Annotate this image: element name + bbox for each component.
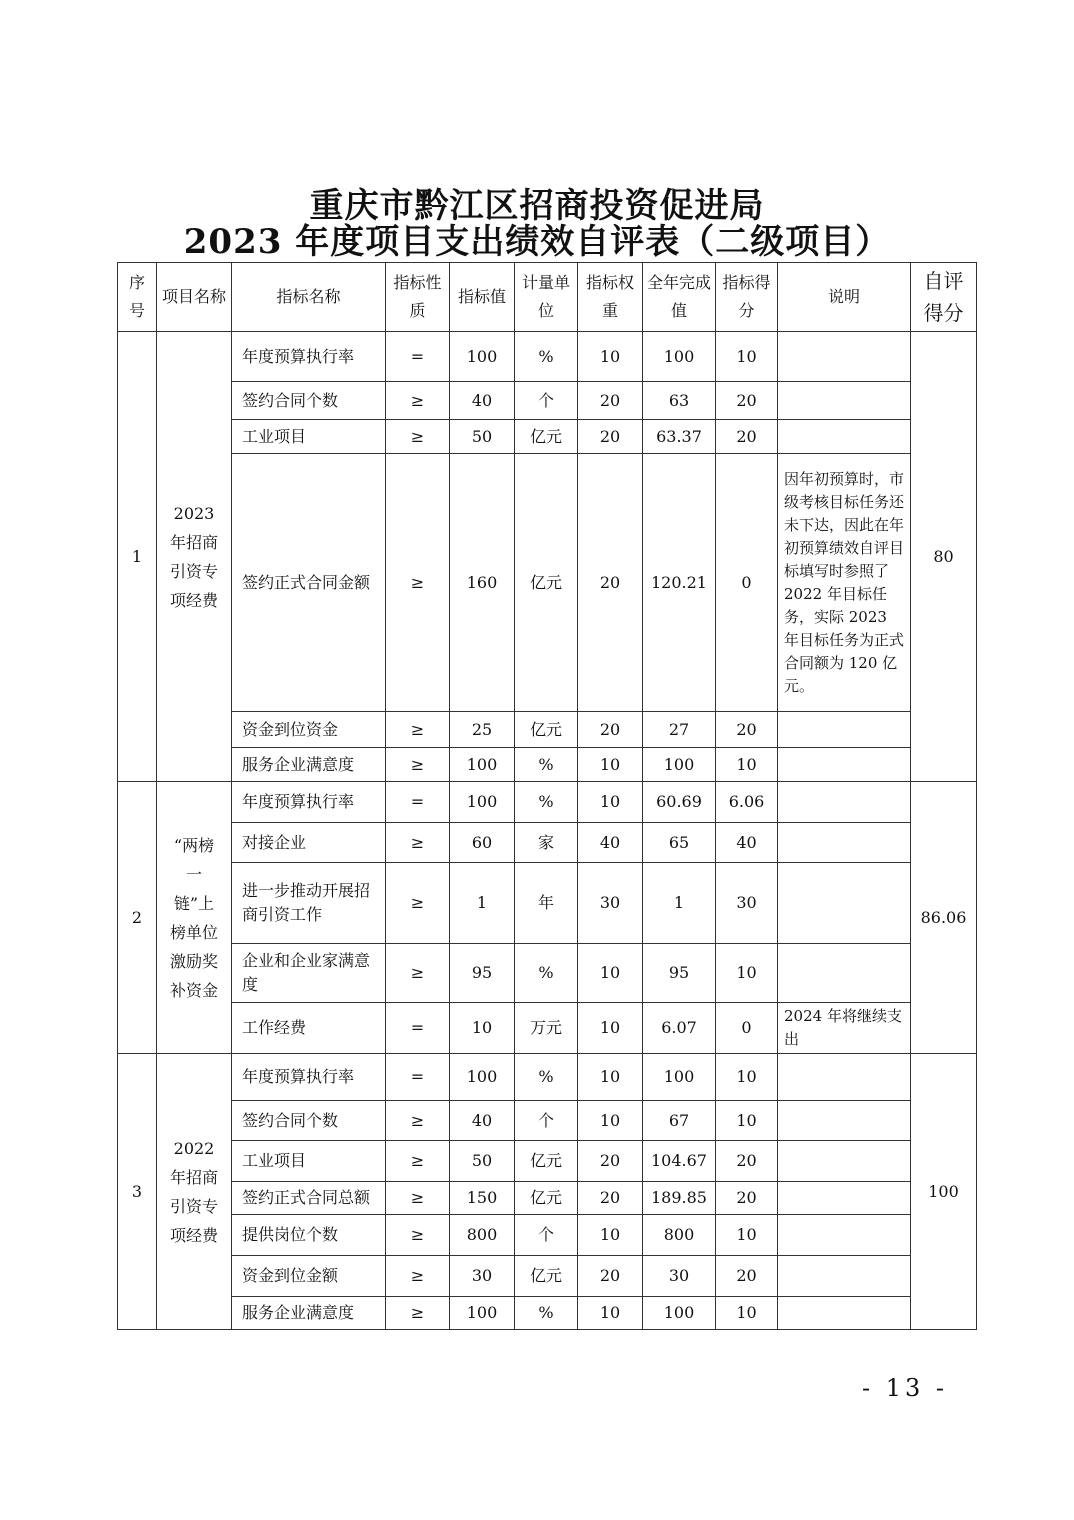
cell-nature: ≥ <box>386 1182 450 1215</box>
table-row <box>118 454 977 712</box>
cell-actual: 27 <box>643 712 716 748</box>
table-row <box>118 1101 977 1141</box>
cell-unit: 亿元 <box>515 1182 578 1215</box>
cell-unit: 年 <box>515 863 578 944</box>
cell-actual: 1 <box>643 863 716 944</box>
cell-unit: 个 <box>515 382 578 420</box>
table-row <box>118 1215 977 1256</box>
cell-actual: 30 <box>643 1256 716 1297</box>
group-project-name: 2022 年招商引资专项经费 <box>157 1054 232 1330</box>
cell-unit: 亿元 <box>515 1256 578 1297</box>
cell-unit: 亿元 <box>515 712 578 748</box>
cell-score: 40 <box>716 823 778 863</box>
table-row <box>118 712 977 748</box>
cell-actual: 100 <box>643 1297 716 1330</box>
cell-weight: 10 <box>578 1297 643 1330</box>
cell-note <box>778 863 911 944</box>
cell-unit: % <box>515 1054 578 1101</box>
cell-name: 年度预算执行率 <box>232 332 386 382</box>
group-seq: 3 <box>118 1054 157 1330</box>
cell-name: 提供岗位个数 <box>232 1215 386 1256</box>
cell-actual: 100 <box>643 332 716 382</box>
cell-value: 160 <box>450 454 515 712</box>
cell-value: 800 <box>450 1215 515 1256</box>
cell-unit: % <box>515 944 578 1003</box>
group-self-score: 86.06 <box>911 782 977 1054</box>
cell-value: 95 <box>450 944 515 1003</box>
cell-name: 签约正式合同总额 <box>232 1182 386 1215</box>
cell-value: 100 <box>450 748 515 782</box>
table-row <box>118 382 977 420</box>
cell-name: 年度预算执行率 <box>232 782 386 823</box>
cell-name: 服务企业满意度 <box>232 748 386 782</box>
table-row <box>118 782 977 823</box>
cell-unit: % <box>515 782 578 823</box>
cell-note: 因年初预算时，市级考核目标任务还未下达，因此在年初预算绩效自评目标填写时参照了 2022 年目标任务，实际 2023 年目标任务为正式合同额为 120 亿元。 <box>778 454 911 712</box>
cell-actual: 63.37 <box>643 420 716 454</box>
cell-nature: ≥ <box>386 1141 450 1182</box>
cell-nature: ≥ <box>386 382 450 420</box>
cell-actual: 63 <box>643 382 716 420</box>
cell-unit: % <box>515 1297 578 1330</box>
cell-nature: ≥ <box>386 823 450 863</box>
cell-weight: 10 <box>578 1101 643 1141</box>
cell-value: 40 <box>450 382 515 420</box>
cell-value: 100 <box>450 332 515 382</box>
cell-unit: 家 <box>515 823 578 863</box>
cell-actual: 67 <box>643 1101 716 1141</box>
cell-score: 10 <box>716 1297 778 1330</box>
table-row <box>118 1297 977 1330</box>
cell-score: 6.06 <box>716 782 778 823</box>
cell-score: 10 <box>716 1215 778 1256</box>
cell-value: 100 <box>450 1054 515 1101</box>
cell-value: 40 <box>450 1101 515 1141</box>
cell-name: 年度预算执行率 <box>232 1054 386 1101</box>
cell-value: 50 <box>450 1141 515 1182</box>
header-seq: 序号 <box>118 263 157 332</box>
cell-note <box>778 823 911 863</box>
cell-weight: 10 <box>578 1054 643 1101</box>
group-seq: 2 <box>118 782 157 1054</box>
cell-note <box>778 1297 911 1330</box>
cell-actual: 100 <box>643 748 716 782</box>
header-nature: 指标性质 <box>386 263 450 332</box>
cell-weight: 20 <box>578 454 643 712</box>
cell-note <box>778 332 911 382</box>
header-unit: 计量单位 <box>515 263 578 332</box>
group-self-score: 100 <box>911 1054 977 1330</box>
cell-unit: % <box>515 748 578 782</box>
cell-nature: = <box>386 1003 450 1054</box>
cell-note: 2024 年将继续支出 <box>778 1003 911 1054</box>
cell-actual: 95 <box>643 944 716 1003</box>
page-number: - 13 - <box>862 1374 949 1402</box>
table-row <box>118 1182 977 1215</box>
cell-score: 20 <box>716 420 778 454</box>
cell-note <box>778 420 911 454</box>
cell-value: 150 <box>450 1182 515 1215</box>
cell-score: 0 <box>716 1003 778 1054</box>
cell-score: 20 <box>716 1182 778 1215</box>
cell-weight: 30 <box>578 863 643 944</box>
header-note: 说明 <box>778 263 911 332</box>
cell-actual: 65 <box>643 823 716 863</box>
cell-actual: 6.07 <box>643 1003 716 1054</box>
cell-name: 工业项目 <box>232 1141 386 1182</box>
cell-name: 签约合同个数 <box>232 382 386 420</box>
group-seq: 1 <box>118 332 157 782</box>
cell-weight: 10 <box>578 332 643 382</box>
cell-score: 20 <box>716 382 778 420</box>
cell-nature: ≥ <box>386 1297 450 1330</box>
cell-value: 10 <box>450 1003 515 1054</box>
cell-unit: 个 <box>515 1101 578 1141</box>
cell-score: 10 <box>716 748 778 782</box>
cell-weight: 10 <box>578 1215 643 1256</box>
cell-nature: = <box>386 782 450 823</box>
cell-unit: 万元 <box>515 1003 578 1054</box>
table-row <box>118 1054 977 1101</box>
cell-score: 10 <box>716 944 778 1003</box>
cell-actual: 120.21 <box>643 454 716 712</box>
cell-note <box>778 748 911 782</box>
group-project-name: “两榜一链”上榜单位激励奖补资金 <box>157 782 232 1054</box>
table-row <box>118 332 977 382</box>
cell-name: 进一步推动开展招商引资工作 <box>232 863 386 944</box>
cell-note <box>778 1256 911 1297</box>
cell-weight: 10 <box>578 944 643 1003</box>
cell-nature: = <box>386 1054 450 1101</box>
document-title: 重庆市黔江区招商投资促进局 <box>309 186 765 226</box>
table-row <box>118 944 977 1003</box>
document-subtitle: 2023 年度项目支出绩效自评表（二级项目） <box>183 222 891 262</box>
cell-unit: % <box>515 332 578 382</box>
performance-table <box>117 262 977 1330</box>
cell-weight: 20 <box>578 1141 643 1182</box>
header-indicator: 指标名称 <box>232 263 386 332</box>
cell-unit: 亿元 <box>515 454 578 712</box>
cell-name: 企业和企业家满意度 <box>232 944 386 1003</box>
cell-nature: ≥ <box>386 454 450 712</box>
cell-score: 20 <box>716 1141 778 1182</box>
cell-nature: = <box>386 332 450 382</box>
cell-note <box>778 1101 911 1141</box>
cell-unit: 亿元 <box>515 420 578 454</box>
cell-score: 10 <box>716 1054 778 1101</box>
cell-score: 30 <box>716 863 778 944</box>
table-row <box>118 1256 977 1297</box>
cell-weight: 20 <box>578 420 643 454</box>
cell-note <box>778 1141 911 1182</box>
cell-nature: ≥ <box>386 1215 450 1256</box>
cell-nature: ≥ <box>386 712 450 748</box>
cell-weight: 20 <box>578 712 643 748</box>
cell-actual: 104.67 <box>643 1141 716 1182</box>
cell-nature: ≥ <box>386 863 450 944</box>
table-row <box>118 748 977 782</box>
cell-note <box>778 944 911 1003</box>
cell-note <box>778 712 911 748</box>
header-value: 指标值 <box>450 263 515 332</box>
cell-note <box>778 1054 911 1101</box>
cell-value: 1 <box>450 863 515 944</box>
cell-nature: ≥ <box>386 748 450 782</box>
cell-name: 签约合同个数 <box>232 1101 386 1141</box>
cell-unit: 个 <box>515 1215 578 1256</box>
table-row <box>118 863 977 944</box>
cell-score: 20 <box>716 1256 778 1297</box>
cell-actual: 189.85 <box>643 1182 716 1215</box>
cell-actual: 800 <box>643 1215 716 1256</box>
cell-note <box>778 382 911 420</box>
cell-name: 资金到位资金 <box>232 712 386 748</box>
cell-weight: 10 <box>578 782 643 823</box>
cell-unit: 亿元 <box>515 1141 578 1182</box>
cell-nature: ≥ <box>386 944 450 1003</box>
cell-weight: 20 <box>578 1182 643 1215</box>
table-header-row <box>118 263 977 332</box>
group-project-name: 2023 年招商引资专项经费 <box>157 332 232 782</box>
cell-value: 50 <box>450 420 515 454</box>
cell-name: 工业项目 <box>232 420 386 454</box>
table-row <box>118 420 977 454</box>
cell-weight: 20 <box>578 1256 643 1297</box>
table-row <box>118 1141 977 1182</box>
cell-nature: ≥ <box>386 420 450 454</box>
cell-value: 25 <box>450 712 515 748</box>
header-weight: 指标权重 <box>578 263 643 332</box>
cell-nature: ≥ <box>386 1256 450 1297</box>
cell-note <box>778 1182 911 1215</box>
cell-note <box>778 1215 911 1256</box>
cell-actual: 60.69 <box>643 782 716 823</box>
cell-score: 20 <box>716 712 778 748</box>
cell-name: 签约正式合同金额 <box>232 454 386 712</box>
cell-name: 工作经费 <box>232 1003 386 1054</box>
header-actual: 全年完成值 <box>643 263 716 332</box>
table-row <box>118 1003 977 1054</box>
table-row <box>118 823 977 863</box>
cell-weight: 10 <box>578 1003 643 1054</box>
cell-weight: 20 <box>578 382 643 420</box>
cell-value: 100 <box>450 782 515 823</box>
cell-value: 60 <box>450 823 515 863</box>
cell-name: 服务企业满意度 <box>232 1297 386 1330</box>
cell-actual: 100 <box>643 1054 716 1101</box>
cell-score: 0 <box>716 454 778 712</box>
cell-value: 30 <box>450 1256 515 1297</box>
cell-value: 100 <box>450 1297 515 1330</box>
cell-note <box>778 782 911 823</box>
table-body <box>118 332 977 1330</box>
cell-weight: 10 <box>578 748 643 782</box>
cell-score: 10 <box>716 1101 778 1141</box>
header-score: 指标得分 <box>716 263 778 332</box>
cell-score: 10 <box>716 332 778 382</box>
cell-weight: 40 <box>578 823 643 863</box>
cell-name: 资金到位金额 <box>232 1256 386 1297</box>
header-project: 项目名称 <box>157 263 232 332</box>
cell-name: 对接企业 <box>232 823 386 863</box>
header-self-score: 自评得分 <box>911 263 977 332</box>
cell-nature: ≥ <box>386 1101 450 1141</box>
group-self-score: 80 <box>911 332 977 782</box>
